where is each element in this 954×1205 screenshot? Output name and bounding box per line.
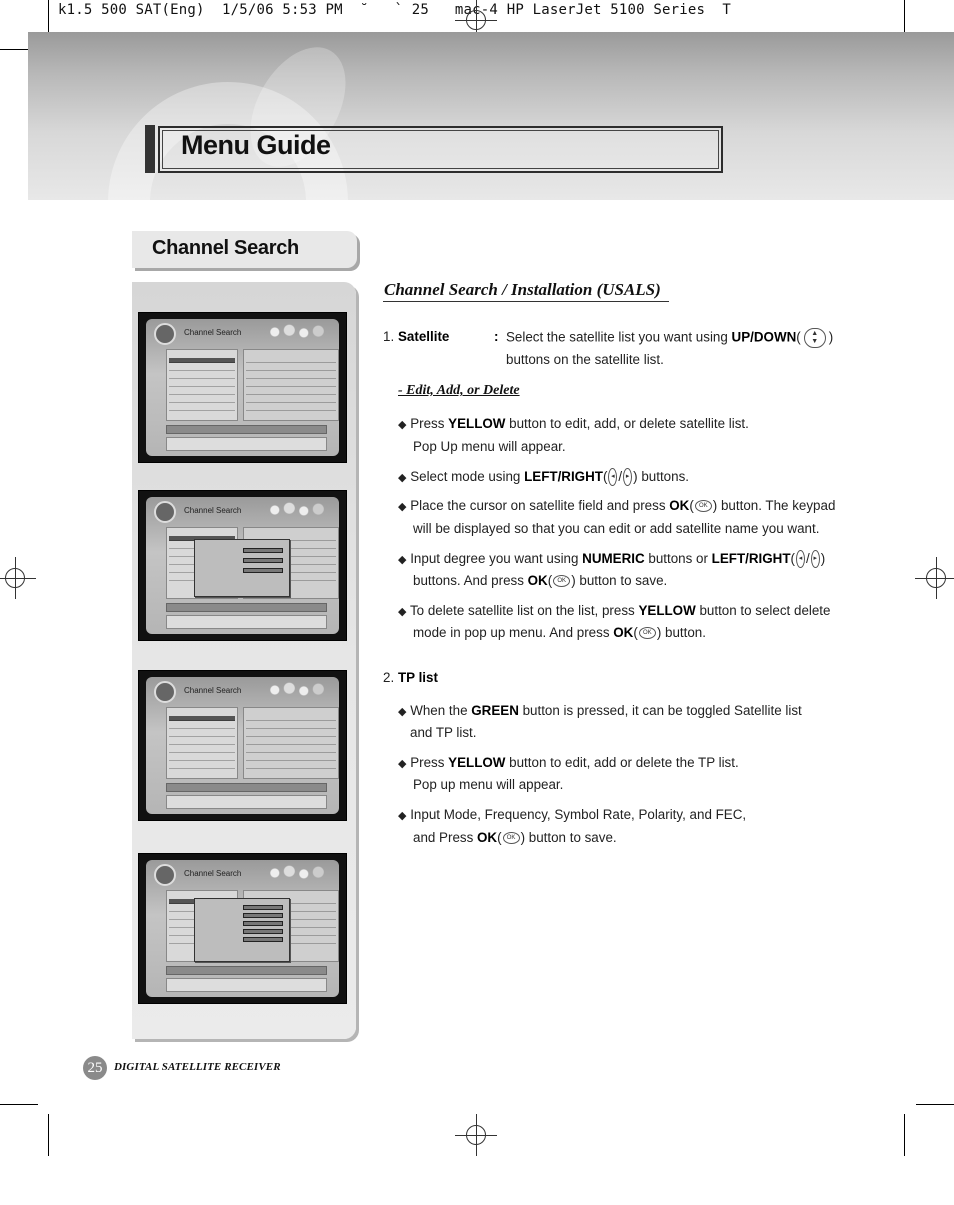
bullet-item-line2: mode in pop up menu. And press OK( OK ) button. — [413, 625, 706, 640]
edit-subheading: - Edit, Add, or Delete — [398, 383, 520, 398]
bullet-item-line2: Pop Up menu will appear. — [413, 439, 566, 454]
crop-mark — [0, 1104, 38, 1105]
section-title: Channel Search — [152, 237, 299, 259]
item-colon: : — [494, 329, 499, 344]
logo-icon — [154, 681, 176, 703]
page-title: Menu Guide — [181, 130, 331, 160]
item-number: 2. — [383, 670, 395, 685]
registration-mark — [455, 1114, 497, 1156]
subheading: Channel Search / Installation (USALS) — [384, 280, 661, 299]
bullet-icon: ◆ — [398, 419, 407, 431]
bullet-icon: ◆ — [398, 606, 407, 618]
ok-button-icon: OK — [695, 500, 712, 512]
bullet-item: ◆ Press YELLOW button to edit, add or delete the TP list. — [398, 755, 739, 770]
screenshot-tp-list: Channel Search — [138, 670, 347, 821]
registration-mark — [0, 557, 36, 599]
bullet-item: ◆ Select mode using LEFT/RIGHT( ◂ / ▸ ) buttons. — [398, 468, 689, 487]
bullet-item: ◆ Press YELLOW button to edit, add, or delete satellite list. — [398, 416, 749, 431]
bullet-item-line2: buttons. And press OK( OK ) button to save. — [413, 573, 668, 588]
bullet-icon: ◆ — [398, 810, 407, 822]
logo-icon — [154, 864, 176, 886]
left-button-icon: ◂ — [608, 468, 617, 486]
bullet-icon: ◆ — [398, 554, 407, 566]
page-number: 25 — [83, 1056, 107, 1080]
section-tab — [132, 231, 357, 268]
up-down-button-icon: ▲ ▼ — [804, 328, 826, 348]
logo-icon — [154, 501, 176, 523]
ok-button-icon: OK — [553, 575, 570, 587]
bullet-item-line2: and TP list. — [410, 725, 477, 740]
screenshot-satellite-edit: Channel Search — [138, 490, 347, 641]
item-number: 1. — [383, 329, 395, 344]
bullet-item: ◆ When the GREEN button is pressed, it can be toggled Satellite list — [398, 703, 802, 718]
bullet-item-line2: and Press OK( OK ) button to save. — [413, 830, 617, 845]
bullet-item-line2: Pop up menu will appear. — [413, 777, 564, 792]
print-slug: k1.5 500 SAT(Eng) 1/5/06 5:53 PM ˘ ` 25 mac-4 HP LaserJet 5100 Series T — [58, 2, 732, 18]
bullet-item: ◆ To delete satellite list on the list, press YELLOW button to select delete — [398, 603, 831, 618]
left-button-icon: ◂ — [796, 550, 805, 568]
crop-mark — [48, 0, 49, 32]
bullet-item: ◆ Input degree you want using NUMERIC buttons or LEFT/RIGHT( ◂ / ▸ ) — [398, 550, 825, 569]
item-label: Satellite — [398, 329, 450, 344]
bullet-icon: ◆ — [398, 501, 407, 513]
ok-button-icon: OK — [503, 832, 520, 844]
logo-icon — [154, 323, 176, 345]
bullet-icon: ◆ — [398, 758, 407, 770]
header-banner — [28, 32, 954, 200]
right-button-icon: ▸ — [623, 468, 632, 486]
right-button-icon: ▸ — [811, 550, 820, 568]
footer-text: DIGITAL SATELLITE RECEIVER — [114, 1061, 281, 1073]
bullet-item: ◆ Place the cursor on satellite field and press OK( OK ) button. The keypad — [398, 498, 836, 513]
crop-mark — [904, 0, 905, 32]
item-label: TP list — [398, 670, 438, 685]
crop-mark — [904, 1114, 905, 1156]
crop-mark — [916, 1104, 954, 1105]
item-description-line2: buttons on the satellite list. — [506, 352, 664, 367]
screenshot-tp-edit: Channel Search — [138, 853, 347, 1004]
title-accent-bar — [145, 125, 155, 173]
bullet-icon: ◆ — [398, 472, 407, 484]
bullet-item-line2: will be displayed so that you can edit or add satellite name you want. — [413, 521, 820, 536]
bullet-icon: ◆ — [398, 706, 407, 718]
item-description: Select the satellite list you want using UP/DOWN( ▲ ▼ ) — [506, 328, 833, 348]
crop-mark — [48, 1114, 49, 1156]
registration-mark — [915, 557, 954, 599]
subheading-underline — [383, 301, 669, 302]
bullet-item: ◆ Input Mode, Frequency, Symbol Rate, Polarity, and FEC, — [398, 807, 747, 822]
ok-button-icon: OK — [639, 627, 656, 639]
screenshot-satellite-list: Channel Search — [138, 312, 347, 463]
